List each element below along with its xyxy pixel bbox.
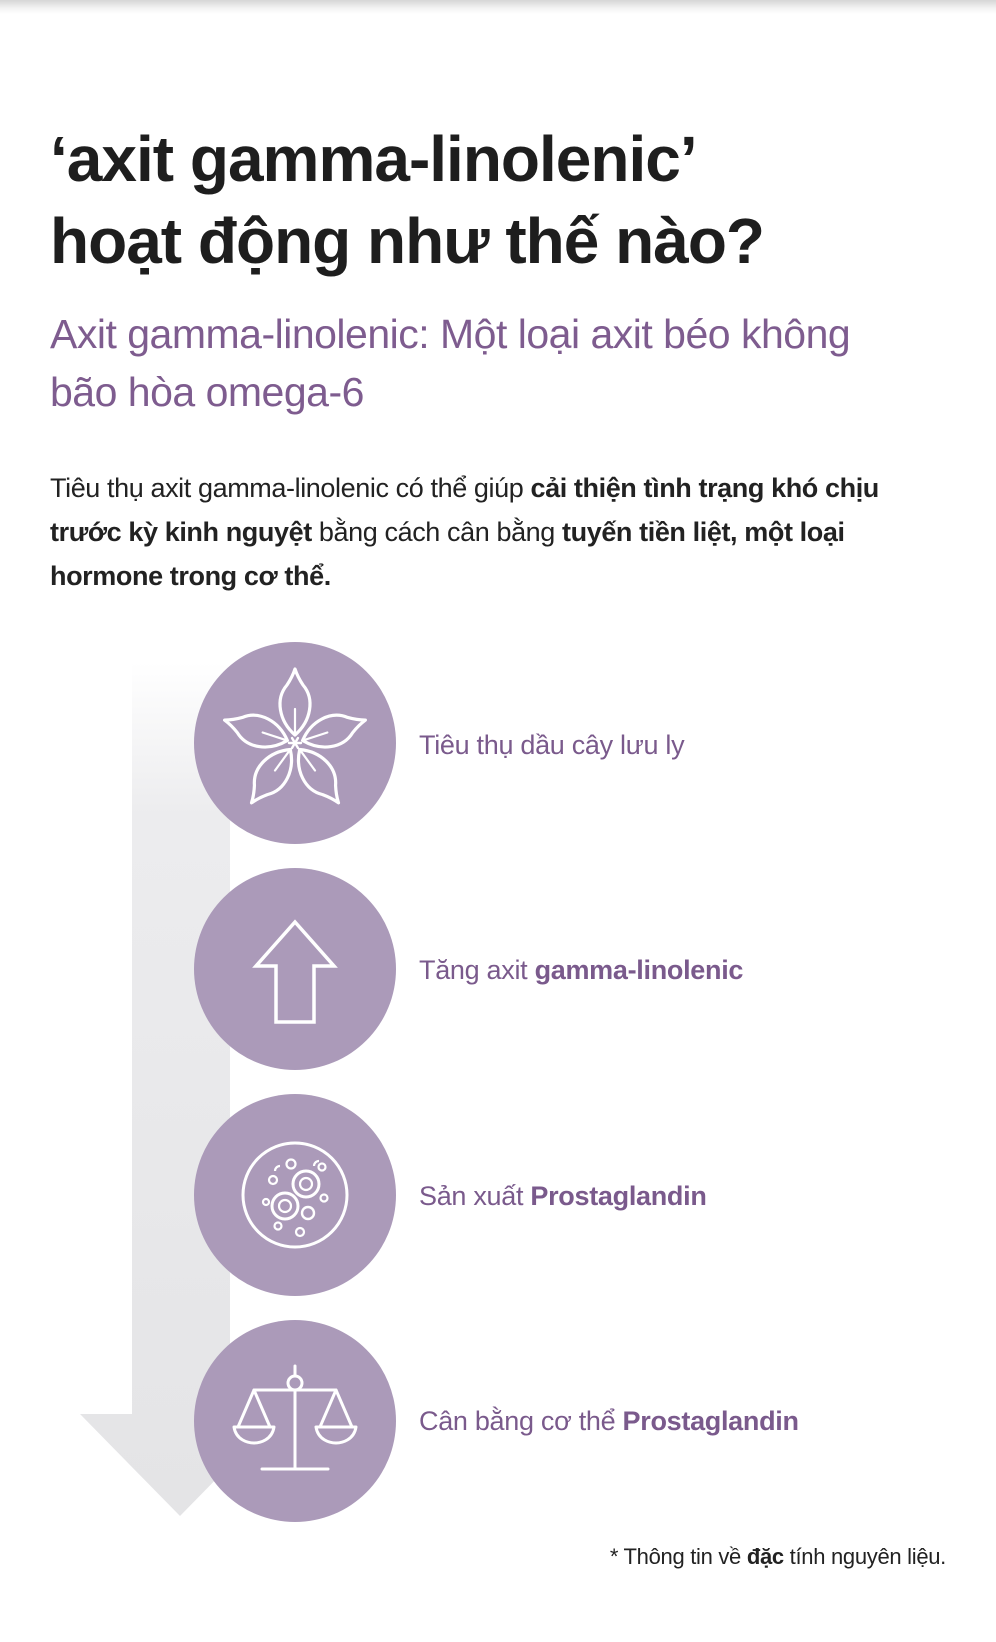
step-4-label-bold: Prostaglandin: [622, 1406, 799, 1436]
footnote-suffix: tính nguyên liệu.: [783, 1544, 946, 1569]
step-2-label: [419, 952, 743, 988]
description-bold-2: tuyến tiền liệt, một loại hormone trong cơ thể.: [50, 517, 845, 591]
footnote-bold: đặc: [746, 1544, 784, 1569]
title-line-2: hoạt động như thế nào?: [50, 205, 764, 277]
balance-scale-icon: [194, 1320, 396, 1522]
step-1-label: [419, 727, 684, 763]
subtitle-line-1: Axit gamma-linolenic: Một loại axit béo không: [50, 311, 851, 357]
footnote-prefix: * Thông tin về: [609, 1544, 747, 1569]
step-2-circle: [194, 868, 396, 1070]
footnote: [610, 1542, 946, 1572]
subtitle-line-2: bão hòa omega-6: [50, 369, 364, 415]
step-3-circle: [194, 1094, 396, 1296]
step-2-label-text: Tăng axit: [419, 955, 535, 985]
page-title: [50, 118, 970, 282]
step-4-label-text: Cân bằng cơ thể: [419, 1406, 623, 1436]
step-3-label: [419, 1178, 707, 1214]
page-subtitle: [50, 305, 960, 421]
up-arrow-icon: [194, 868, 396, 1070]
title-line-1: ‘axit gamma-linolenic’: [50, 123, 697, 195]
flower-icon: [194, 642, 396, 844]
description-text-1: Tiêu thụ axit gamma-linolenic có thể giúp: [50, 473, 531, 503]
description-bold-1: cải thiện tình trạng khó chịu trước kỳ kinh nguyệt: [50, 473, 879, 547]
top-shadow: [0, 0, 996, 14]
step-2-label-bold: gamma-linolenic: [534, 955, 744, 985]
step-3-label-bold: Prostaglandin: [530, 1181, 707, 1211]
step-3-label-text: Sản xuất: [419, 1181, 531, 1211]
step-1-circle: [194, 642, 396, 844]
step-4-label: [419, 1403, 799, 1439]
description-text-2: bằng cách cân bằng: [311, 517, 563, 547]
cells-icon: [194, 1094, 396, 1296]
step-1-label-text: Tiêu thụ dầu cây lưu ly: [419, 730, 685, 760]
step-4-circle: [194, 1320, 396, 1522]
description-paragraph: [50, 466, 950, 598]
